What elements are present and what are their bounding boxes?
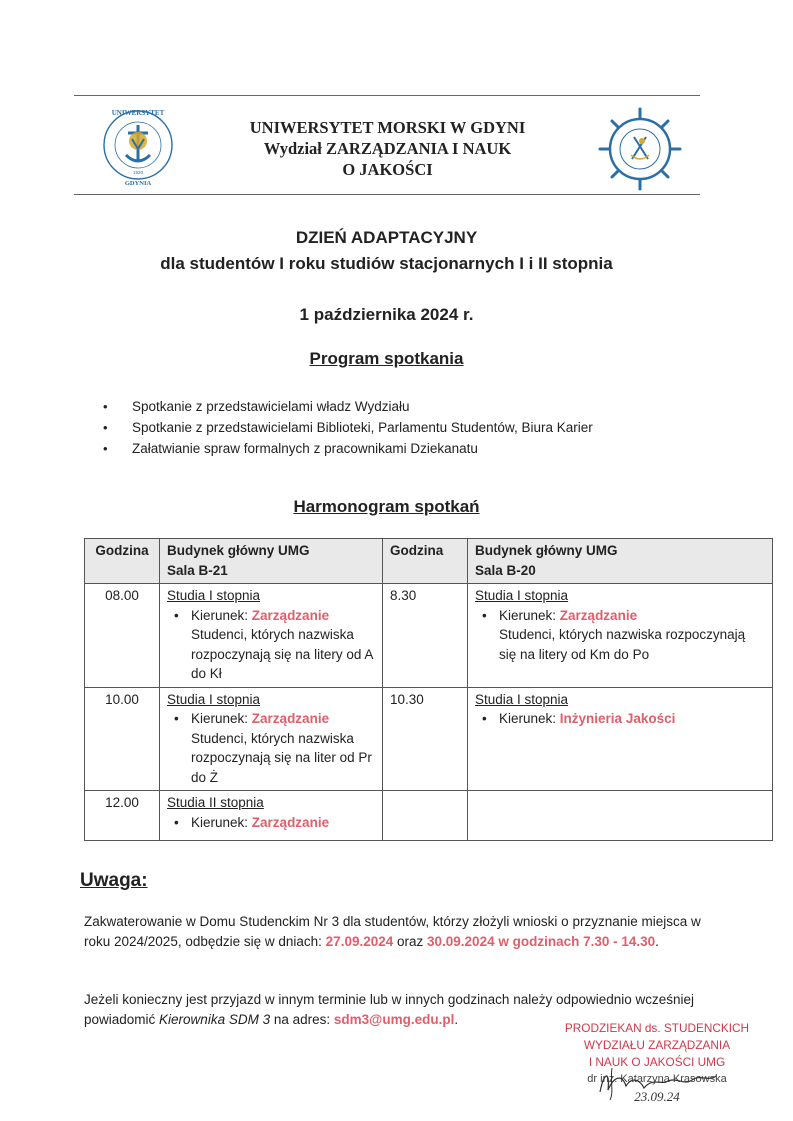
program-list bbox=[103, 396, 593, 459]
event-subtitle: dla studentów I roku studiów stacjonarnych I i II stopnia bbox=[160, 254, 613, 273]
university-name: UNIWERSYTET MORSKI W GDYNI bbox=[249, 118, 526, 137]
study-level: Studia I stopnia bbox=[167, 691, 261, 707]
stamp-line: PRODZIEKAN ds. STUDENCKICH bbox=[564, 1021, 750, 1035]
contact-paragraph: Jeżeli konieczny jest przyjazd w innym terminie lub w innych godzinach należy odpowiednio wcześniej powiadomić Kierownika SDM 3 na adres: sdm3@umg.edu.pl. bbox=[84, 992, 695, 1027]
list-item: • Spotkanie z przedstawicielami władz Wydziału bbox=[103, 396, 593, 417]
event-title: DZIEŃ ADAPTACYJNY bbox=[295, 228, 478, 247]
svg-text:UNIWERSYTET: UNIWERSYTET bbox=[111, 109, 165, 117]
table-row bbox=[85, 791, 773, 841]
faculty-name-line1: Wydział ZARZĄDZANIA I NAUK bbox=[263, 139, 512, 158]
major-name: Zarządzanie bbox=[251, 814, 330, 830]
stamp-line: I NAUK O JAKOŚCI UMG bbox=[588, 1055, 726, 1069]
header-time-a: Godzina bbox=[85, 539, 160, 584]
major-entry: • Kierunek: Zarządzanie bbox=[174, 607, 330, 623]
stamp-line: WYDZIAŁU ZARZĄDZANIA bbox=[583, 1038, 731, 1052]
major-name: Zarządzanie bbox=[251, 711, 330, 726]
list-item: • Spotkanie z przedstawicielami Biblioteki, Parlamentu Studentów, Biura Karier bbox=[103, 417, 593, 438]
faculty-name-line2: O JAKOŚCI bbox=[342, 160, 433, 179]
time-cell bbox=[383, 791, 468, 841]
university-header bbox=[200, 117, 575, 180]
date-highlight: 27.09.2024 bbox=[325, 934, 394, 949]
major-entry: • Kierunek: Zarządzanie bbox=[482, 607, 638, 623]
major-entry: • Kierunek: Zarządzanie bbox=[174, 711, 330, 726]
table-row bbox=[85, 584, 773, 688]
date-highlight: 30.09.2024 w godzinach 7.30 - 14.30 bbox=[427, 934, 656, 949]
study-level: Studia I stopnia bbox=[475, 691, 569, 707]
time-cell: 8.30 bbox=[383, 584, 468, 688]
event-date: 1 października 2024 r. bbox=[299, 305, 474, 324]
schedule-heading: Harmonogram spotkań bbox=[293, 497, 480, 516]
major-entry: • Kierunek: Zarządzanie bbox=[174, 814, 330, 830]
session-note: Studenci, których nazwiska rozpoczynają się na liter od Pr do Ż bbox=[191, 730, 372, 785]
accommodation-paragraph: Zakwaterowanie w Domu Studenckim Nr 3 dla studentów, którzy złożyli wnioski o przyznanie miejsca w roku 2024/2025, odbędzie się w dniach: 27.09.2024 oraz 30.09.2024 w godzinach 7.30 - 14.30. bbox=[84, 914, 701, 949]
faculty-ship-wheel-icon bbox=[598, 107, 682, 191]
schedule-table bbox=[84, 538, 773, 841]
session-cell bbox=[468, 584, 773, 688]
stamp-name: dr inż. Katarzyna Krasowska bbox=[587, 1073, 727, 1085]
email-link[interactable]: sdm3@umg.edu.pl bbox=[333, 1012, 455, 1027]
session-note: Studenci, których nazwiska rozpoczynają się na litery od Km do Po bbox=[499, 627, 746, 662]
header-room-b20: Budynek główny UMG Sala B-20 bbox=[468, 539, 773, 584]
table-header-row bbox=[85, 539, 773, 584]
session-cell bbox=[160, 687, 383, 791]
program-heading: Program spotkania bbox=[309, 349, 464, 368]
session-cell bbox=[468, 687, 773, 791]
stamp-date: 23.09.24 bbox=[634, 1089, 680, 1104]
major-entry: • Kierunek: Inżynieria Jakości bbox=[482, 711, 676, 726]
session-note: Studenci, których nazwiska rozpoczynają się na litery od A do Kł bbox=[191, 627, 373, 681]
note-heading: Uwaga: bbox=[80, 870, 148, 891]
study-level: Studia II stopnia bbox=[167, 795, 264, 810]
header-room-b21: Budynek główny UMG Sala B-21 bbox=[160, 539, 383, 584]
study-level: Studia I stopnia bbox=[475, 588, 569, 603]
signature bbox=[592, 1062, 722, 1102]
time-cell: 08.00 bbox=[85, 584, 160, 688]
header-time-b: Godzina bbox=[383, 539, 468, 584]
session-cell bbox=[468, 791, 773, 841]
table-row bbox=[85, 687, 773, 791]
major-name: Inżynieria Jakości bbox=[559, 711, 676, 726]
major-name: Zarządzanie bbox=[251, 607, 330, 623]
time-cell: 10.30 bbox=[383, 687, 468, 791]
study-level: Studia I stopnia bbox=[167, 588, 261, 603]
header-bottom-rule bbox=[74, 194, 700, 195]
list-item: • Załatwianie spraw formalnych z pracownikami Dziekanatu bbox=[103, 438, 593, 459]
major-name: Zarządzanie bbox=[559, 607, 638, 623]
time-cell: 12.00 bbox=[85, 791, 160, 841]
university-crest-icon bbox=[98, 103, 178, 189]
time-cell: 10.00 bbox=[85, 687, 160, 791]
session-cell bbox=[160, 791, 383, 841]
session-cell bbox=[160, 584, 383, 688]
svg-text:GDYNIA: GDYNIA bbox=[124, 180, 152, 187]
svg-text:1920: 1920 bbox=[132, 170, 144, 175]
header-top-rule bbox=[74, 95, 700, 96]
